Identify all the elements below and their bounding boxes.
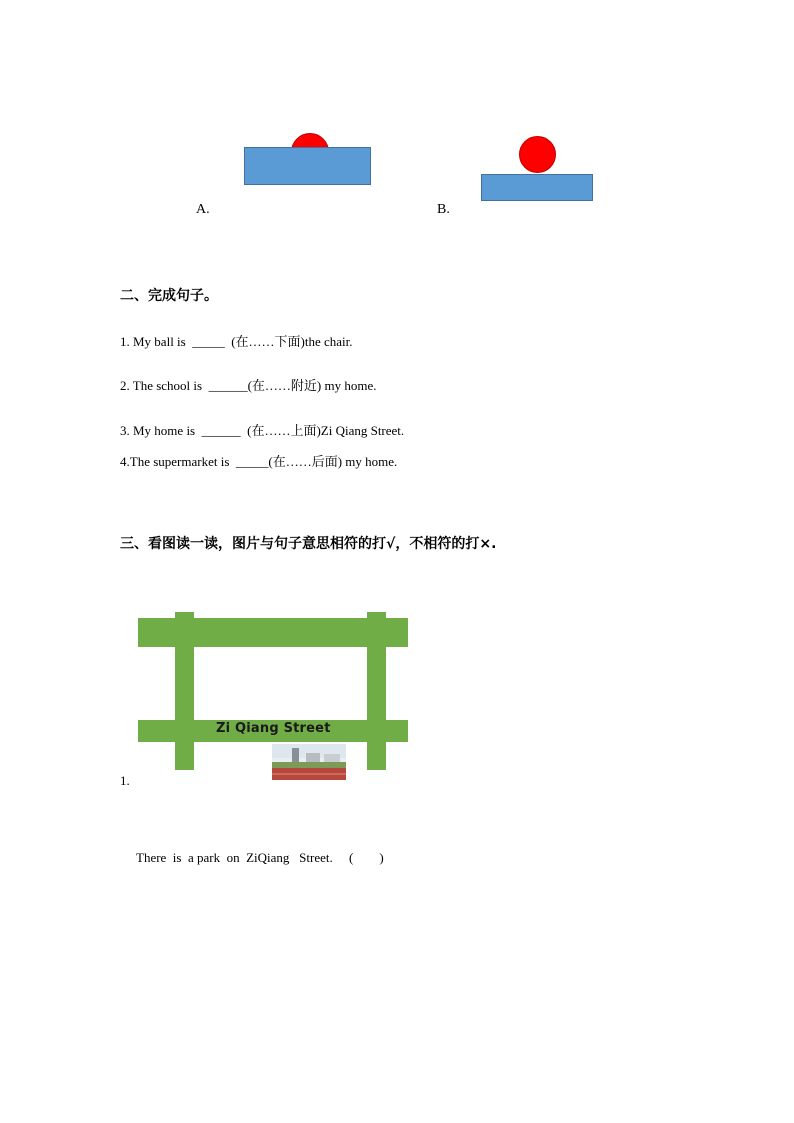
judgement-sentence: There is a park on ZiQiang Street. ( ) bbox=[136, 850, 384, 865]
box-figure-a bbox=[244, 147, 371, 185]
sentence-item-3: 3. My home is ______ (在……上面)Zi Qiang Street. bbox=[120, 423, 405, 438]
street-map-figure bbox=[138, 612, 408, 782]
ball-figure-b bbox=[519, 136, 556, 173]
option-a-label: A. bbox=[196, 202, 210, 217]
section2-heading: 二、完成句子。 bbox=[120, 288, 218, 304]
left-road bbox=[175, 612, 194, 770]
box-figure-b bbox=[481, 174, 593, 201]
park-photo bbox=[272, 744, 346, 780]
item-number: 1. bbox=[120, 773, 130, 788]
park-photo-image bbox=[272, 744, 346, 780]
section3-heading: 三、看图读一读，图片与句子意思相符的打√，不相符的打×. bbox=[120, 536, 497, 552]
sentence-item-1: 1. My ball is _____ (在……下面)the chair. bbox=[120, 334, 353, 349]
right-road bbox=[367, 612, 386, 770]
sentence-item-2: 2. The school is ______(在……附近) my home. bbox=[120, 378, 377, 393]
sentence-item-4: 4.The supermarket is _____(在……后面) my home. bbox=[120, 454, 398, 469]
option-b-label: B. bbox=[437, 202, 450, 217]
street-name-label: Zi Qiang Street bbox=[216, 721, 331, 736]
